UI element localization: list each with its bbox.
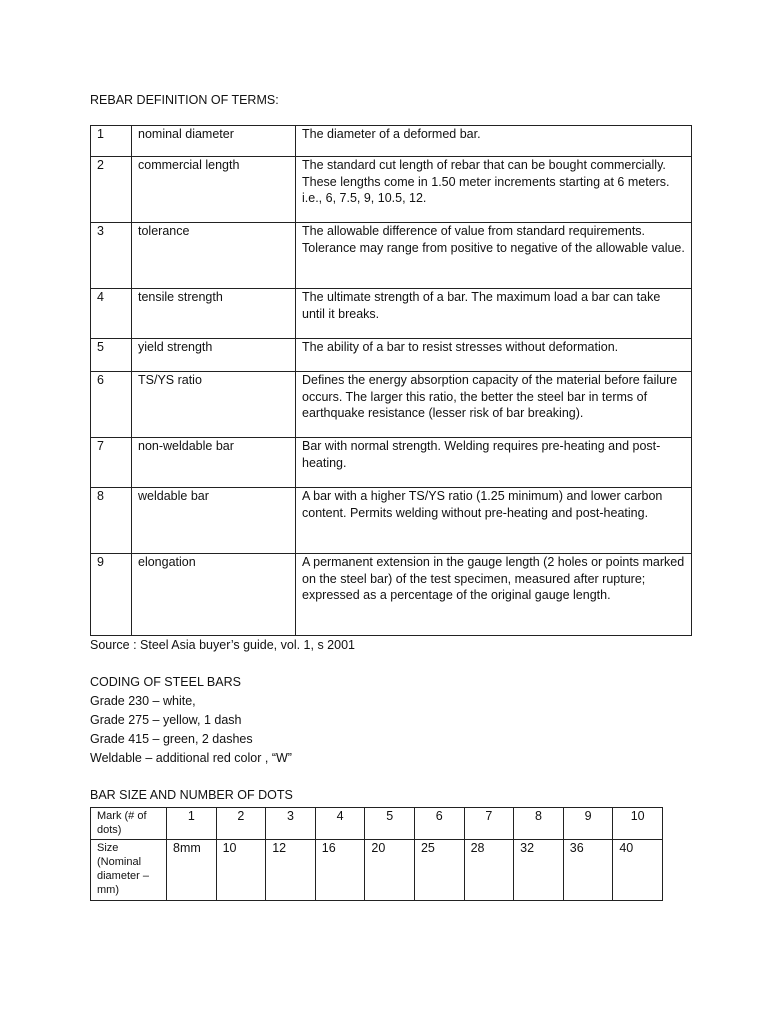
source-citation: Source : Steel Asia buyer’s guide, vol. 1, s 2001 [90,638,355,652]
mark-cell: 8 [514,808,564,840]
term-number: 7 [91,438,132,488]
term-name: nominal diameter [132,126,296,157]
table-row [91,289,692,339]
term-definition: Defines the energy absorption capacity of the material before failure occurs. The larger this ratio, the better the steel bar in terms of earthquake resistance (lesser risk of bar breaking). [296,372,692,438]
coding-line: Grade 415 – green, 2 dashes [90,732,253,746]
term-number: 5 [91,339,132,372]
term-number: 4 [91,289,132,339]
size-cell: 25 [414,840,464,901]
table-row [91,372,692,438]
term-name: weldable bar [132,488,296,554]
term-definition: The diameter of a deformed bar. [296,126,692,157]
size-cell: 28 [464,840,514,901]
mark-cell: 2 [216,808,266,840]
mark-cell: 4 [315,808,365,840]
term-name: tensile strength [132,289,296,339]
mark-cell: 9 [563,808,613,840]
table-row [91,126,692,157]
term-number: 3 [91,223,132,289]
term-name: elongation [132,554,296,636]
term-definition: The allowable difference of value from standard requirements. Tolerance may range from positive to negative of the allowable value. [296,223,692,289]
mark-row-header: Mark (# of dots) [91,808,167,840]
coding-line: Weldable – additional red color , “W” [90,751,292,765]
term-definition: A bar with a higher TS/YS ratio (1.25 minimum) and lower carbon content. Permits welding without pre-heating and post-heating. [296,488,692,554]
term-name: commercial length [132,157,296,223]
term-number: 1 [91,126,132,157]
bar-size-table [90,807,663,901]
coding-line: Grade 275 – yellow, 1 dash [90,713,242,727]
term-definition: The ability of a bar to resist stresses without deformation. [296,339,692,372]
term-name: tolerance [132,223,296,289]
term-number: 6 [91,372,132,438]
bar-size-title: BAR SIZE AND NUMBER OF DOTS [90,788,293,802]
term-number: 8 [91,488,132,554]
document-title: REBAR DEFINITION OF TERMS: [90,93,279,107]
size-cell: 36 [563,840,613,901]
mark-cell: 3 [266,808,316,840]
size-cell: 16 [315,840,365,901]
size-row-header: Size (Nominal diameter – mm) [91,840,167,901]
table-row [91,438,692,488]
term-name: yield strength [132,339,296,372]
table-row [91,339,692,372]
mark-cell: 7 [464,808,514,840]
mark-row [91,808,663,840]
table-row [91,488,692,554]
term-definition: Bar with normal strength. Welding requires pre-heating and post-heating. [296,438,692,488]
coding-section [90,673,693,768]
mark-cell: 5 [365,808,415,840]
size-cell: 12 [266,840,316,901]
term-definition: A permanent extension in the gauge length (2 holes or points marked on the steel bar) of the test specimen, measured after rupture; expressed as a percentage of the original gauge length. [296,554,692,636]
term-name: non-weldable bar [132,438,296,488]
term-number: 2 [91,157,132,223]
size-cell: 32 [514,840,564,901]
term-definition: The ultimate strength of a bar. The maximum load a bar can take until it breaks. [296,289,692,339]
size-cell: 20 [365,840,415,901]
terms-table-body [91,126,692,636]
document-page [90,92,693,901]
coding-line: Grade 230 – white, [90,694,196,708]
table-row [91,157,692,223]
size-cell: 40 [613,840,663,901]
size-row [91,840,663,901]
terms-table [90,125,692,636]
table-row [91,554,692,636]
mark-cell: 10 [613,808,663,840]
term-definition: The standard cut length of rebar that can be bought commercially. These lengths come in 1.50 meter increments starting at 6 meters. i.e., 6, 7.5, 9, 10.5, 12. [296,157,692,223]
size-cell: 10 [216,840,266,901]
term-number: 9 [91,554,132,636]
mark-cell: 1 [167,808,217,840]
table-row [91,223,692,289]
mark-cell: 6 [414,808,464,840]
coding-title: CODING OF STEEL BARS [90,675,241,689]
size-cell: 8mm [167,840,217,901]
term-name: TS/YS ratio [132,372,296,438]
